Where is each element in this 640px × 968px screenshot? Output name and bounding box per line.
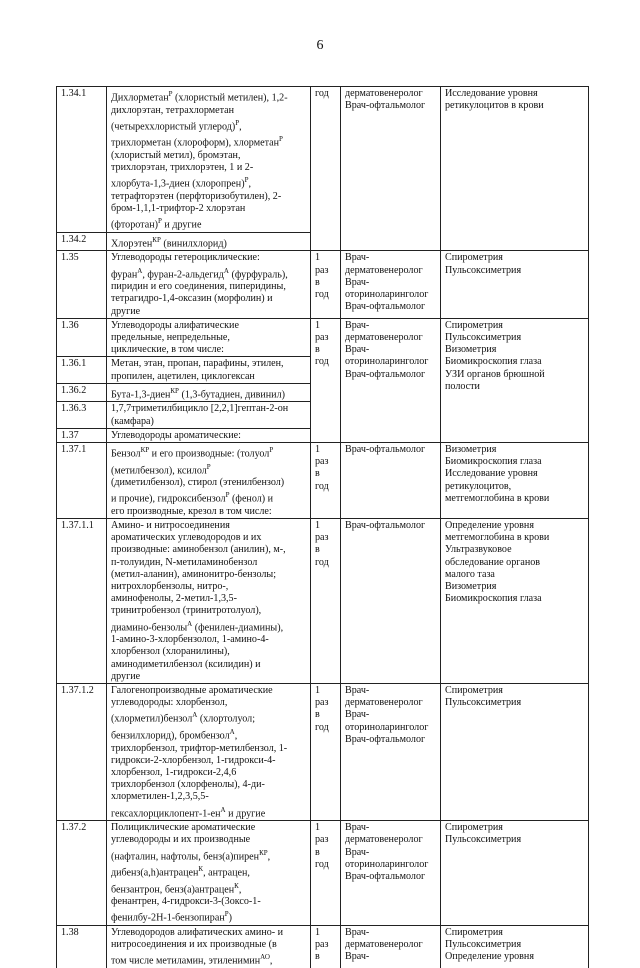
row-frequency — [311, 87, 341, 251]
row-name — [107, 357, 311, 383]
cell-line: дерматовенеролог — [345, 88, 423, 99]
row-code — [57, 684, 107, 821]
cell-line: хлорбута-1,3-диен (хлоропрен)$^Р$, — [111, 176, 251, 190]
cell-line: в — [315, 468, 320, 480]
cell-line: дихлорэтан, тетрахлорметан — [111, 104, 235, 116]
row-name — [107, 251, 311, 318]
cell-line: Визометрия — [445, 344, 497, 356]
cell-line: 1 — [315, 520, 321, 532]
cell-line: Углеводороды алифатические — [111, 319, 239, 331]
cell-line: Полициклические ароматические — [111, 822, 256, 834]
cell-line: углеводороды и их производные — [111, 834, 251, 846]
cell-line: аминодиметилбензол (ксилидин) и — [111, 658, 261, 670]
cell-line: углеводороды: хлорбензол, — [111, 697, 228, 709]
cell-line: Врач- — [345, 319, 370, 331]
cell-line: хлорбензол (хлоранилины), — [111, 646, 230, 658]
row-doctors — [341, 318, 441, 442]
cell-line: Врач-офтальмолог — [345, 368, 426, 380]
row-doctors — [341, 519, 441, 684]
cell-line: раз — [315, 834, 329, 846]
cell-line: Пульсоксиметрия — [445, 834, 522, 846]
row-code — [57, 926, 107, 968]
cell-line: год — [315, 480, 329, 492]
cell-line: 1.36 — [61, 319, 79, 331]
cell-line: другие — [111, 305, 141, 317]
cell-line: в — [315, 951, 320, 963]
cell-line: (хлористый метил), бромэтан, — [111, 149, 241, 161]
cell-line: другие — [111, 670, 141, 682]
cell-line: (метил-аланин), аминонитро-бензолы; — [111, 568, 276, 580]
cell-line: дерматовенеролог — [345, 331, 423, 343]
cell-line: год — [315, 289, 329, 300]
table-row — [57, 926, 589, 968]
row-doctors — [341, 251, 441, 318]
cell-line: 1.35 — [61, 252, 79, 264]
row-name — [107, 821, 311, 926]
cell-line: 1 — [315, 685, 321, 697]
cell-line: Врач-офтальмолог — [345, 443, 426, 455]
cell-line: бензантрон, бенз(а)антрацен$^К$, — [111, 881, 242, 896]
cell-line: Амино- и нитросоединения — [111, 520, 230, 532]
cell-line: Биомикроскопия глаза — [445, 456, 542, 468]
cell-line: циклические, в том числе: — [111, 344, 224, 356]
cell-line: Врач-офтальмолог — [345, 870, 426, 882]
cell-line: хлорбензол, 1-гидрокси-2,4,6 — [111, 766, 237, 778]
cell-line: 1.34.2 — [61, 233, 87, 245]
cell-line: Врач- — [345, 344, 370, 356]
cell-line: фенилбу-2Н-1-бензопиран$^Р$) — [111, 910, 232, 924]
cell-line: Исследование уровня — [445, 468, 538, 480]
cell-line: 1.36.3 — [61, 403, 87, 415]
cell-line: 1-амино-3-хлорбензолол, 1-амино-4- — [111, 634, 269, 646]
cell-line: метгемоглобина в крови — [445, 492, 550, 504]
cell-line: в — [315, 276, 320, 288]
cell-line: фенантрен, 4-гидрокси-3-(3оксо-1- — [111, 896, 261, 908]
cell-line: Врач- — [345, 709, 370, 721]
row-name — [107, 383, 311, 402]
row-exams — [441, 684, 589, 821]
cell-line: год — [315, 556, 329, 568]
row-frequency — [311, 519, 341, 684]
cell-line: 1 — [315, 927, 321, 939]
cell-line: пропилен, ацетилен, циклогексан — [111, 370, 255, 382]
cell-line: год — [315, 721, 329, 733]
cell-line: трихлорбензол, трифтор-метилбензол, 1- — [111, 742, 288, 754]
cell-line: 1 — [315, 443, 321, 455]
row-name — [107, 428, 311, 442]
cell-line: Врач- — [345, 951, 370, 963]
cell-line: раз — [315, 939, 329, 951]
cell-line: в — [315, 544, 320, 556]
cell-line: дерматовенеролог — [345, 834, 423, 846]
row-code — [57, 402, 107, 428]
cell-line: нитросоединения и их производные (в — [111, 939, 277, 951]
row-name — [107, 926, 311, 968]
cell-line: (четыреххлористый углерод)$^Р$, — [111, 118, 242, 133]
row-exams — [441, 318, 589, 442]
cell-line: трихлорэтан, трихлорэтен, 1 и 2- — [111, 162, 254, 174]
cell-line: Визометрия — [445, 443, 497, 455]
cell-line: (хлорметил)бензол$^А$ (хлортолуол; — [111, 711, 256, 725]
cell-line: Врач- — [345, 822, 370, 834]
cell-line: Врач- — [345, 685, 370, 697]
cell-line: Бензол$^{КР}$ и его производные: (толуол$^Р$ — [111, 445, 274, 460]
cell-line: в — [315, 846, 320, 858]
cell-line: Углеводородов алифатических амино- и — [111, 927, 284, 939]
cell-line: Определение уровня — [445, 520, 534, 532]
cell-line: дерматовенеролог — [345, 939, 423, 951]
cell-line: Врач- — [345, 927, 370, 939]
cell-line: ретикулоцитов в крови — [445, 100, 544, 112]
cell-line: 1.38 — [61, 927, 79, 939]
cell-line: оториноларинголог — [345, 721, 429, 733]
cell-line: 1.34.1 — [61, 88, 87, 99]
cell-line: Спирометрия — [445, 927, 503, 939]
cell-line: Исследование уровня — [445, 88, 538, 99]
cell-line: диамино-бензолы$^А$ (фенилен-диамины), — [111, 619, 284, 634]
cell-line: хлорметилен-1,2,3,5,5- — [111, 791, 209, 803]
cell-line: Спирометрия — [445, 252, 503, 264]
cell-line: пиридин и его соединения, пиперидины, — [111, 281, 286, 293]
row-doctors — [341, 87, 441, 251]
row-frequency — [311, 251, 341, 318]
cell-line: Врач- — [345, 846, 370, 858]
cell-line: год — [315, 356, 329, 368]
cell-line: предельные, непредельные, — [111, 331, 230, 343]
cell-line: Врач-офтальмолог — [345, 733, 426, 745]
row-name — [107, 232, 311, 251]
cell-line: Визометрия — [445, 581, 497, 593]
table-row — [57, 519, 589, 684]
cell-line: 1.36.2 — [61, 384, 87, 396]
cell-line: Спирометрия — [445, 822, 503, 834]
cell-line: 1.37.2 — [61, 822, 87, 834]
row-code — [57, 383, 107, 402]
cell-line: раз — [315, 264, 329, 276]
table-row — [57, 684, 589, 821]
row-code — [57, 428, 107, 442]
row-exams — [441, 821, 589, 926]
cell-line: 1 — [315, 252, 321, 264]
cell-line: аминофенолы, 2-метил-1,3,5- — [111, 593, 237, 605]
cell-line: дерматовенеролог — [345, 264, 423, 276]
cell-line: тетрафторэтен (перфторизобутилен), 2- — [111, 190, 282, 202]
cell-line: гексахлорциклопент-$1-ен^А$ и другие — [111, 805, 266, 819]
cell-line: Дихлорметан$^Р$ (хлористый метилен), 1,2- — [111, 90, 288, 104]
cell-line: ретикулоцитов, — [445, 480, 512, 492]
cell-line: бром-1,1,1-трифтор-2 хлорэтан — [111, 203, 246, 215]
row-doctors — [341, 684, 441, 821]
row-name — [107, 87, 311, 233]
cell-line: УЗИ органов брюшной — [445, 368, 545, 380]
row-code — [57, 519, 107, 684]
cell-line: 1.37 — [61, 429, 79, 441]
cell-line: п-толуидин, N-метиламинобензол — [111, 556, 258, 568]
row-exams — [441, 926, 589, 968]
cell-line: и прочие), гидроксибензол$^Р$ (фенол) и — [111, 491, 274, 505]
row-code — [57, 821, 107, 926]
cell-line: 1.37.1.1 — [61, 520, 94, 532]
cell-line: его производные, крезол в том числе: — [111, 505, 272, 517]
table-row — [57, 821, 589, 926]
cell-line: нитрохлорбензолы, нитро-, — [111, 581, 229, 593]
row-frequency — [311, 442, 341, 518]
cell-line: Пульсоксиметрия — [445, 264, 522, 276]
cell-line: в — [315, 344, 320, 356]
cell-line: Биомикроскопия глаза — [445, 593, 542, 605]
cell-line: том числе метиламин, этиленимин$^{АО}$, — [111, 953, 273, 967]
cell-line: Врач-офтальмолог — [345, 520, 426, 532]
cell-line: Спирометрия — [445, 685, 503, 697]
cell-line: полости — [445, 380, 480, 392]
cell-line: Врач- — [345, 276, 370, 288]
cell-line: Метан, этан, пропан, парафины, этилен, — [111, 358, 284, 370]
cell-line: Врач-офтальмолог — [345, 100, 426, 112]
cell-line: 1 — [315, 319, 321, 331]
cell-line: (камфара) — [111, 415, 154, 427]
cell-line: трихлорметан (хлороформ), хлорметан$^Р$ — [111, 135, 283, 149]
cell-line: 1,7,7триметилбицикло [2,2,1]гептан-2-он — [111, 403, 289, 415]
row-code — [57, 87, 107, 233]
row-exams — [441, 87, 589, 251]
cell-line: дибенз(а,h)антрацен$^К$, антрацен, — [111, 865, 250, 879]
cell-line: Пульсоксиметрия — [445, 331, 522, 343]
cell-line: (метилбензол), ксилол$^Р$ — [111, 462, 211, 476]
row-name — [107, 318, 311, 357]
row-code — [57, 442, 107, 518]
cell-line: Биомикроскопия глаза — [445, 356, 542, 368]
cell-line: производные: аминобензол (анилин), м-, — [111, 544, 286, 556]
row-name — [107, 519, 311, 684]
cell-line: ароматических углеводородов и их — [111, 532, 262, 544]
cell-line: 1.37.1 — [61, 443, 87, 455]
cell-line: малого таза — [445, 568, 495, 580]
cell-line: Бута-1,3-диен$^{КР}$ (1,3-бутадиен, дивинил) — [111, 386, 285, 401]
row-code — [57, 232, 107, 251]
cell-line: Ультразвуковое — [445, 544, 512, 556]
cell-line: год — [315, 858, 329, 870]
row-frequency — [311, 821, 341, 926]
row-doctors — [341, 442, 441, 518]
cell-line: тринитробензол (тринитротолуол), — [111, 605, 262, 617]
row-frequency — [311, 684, 341, 821]
cell-line: раз — [315, 697, 329, 709]
row-exams — [441, 519, 589, 684]
cell-line: трихлорбензол (хлорфенолы), 4-ди- — [111, 779, 265, 791]
cell-line: бензилхлорид), бромбензол$^А$, — [111, 728, 238, 742]
cell-line: раз — [315, 456, 329, 468]
cell-line: (фторотан)$^Р$ и другие — [111, 217, 202, 231]
cell-line: Врач- — [345, 252, 370, 264]
cell-line: 1 — [315, 822, 321, 834]
cell-line: (диметилбензол), стирол (этенилбензол) — [111, 477, 285, 489]
cell-line: дерматовенеролог — [345, 697, 423, 709]
cell-line: фуран$^А$, фуран-2-альдегид$^А$ (фурфураль), — [111, 266, 288, 280]
row-exams — [441, 251, 589, 318]
cell-line: оториноларинголог — [345, 858, 429, 870]
cell-line: Врач-офтальмолог — [345, 301, 426, 313]
row-frequency — [311, 318, 341, 442]
cell-line: раз — [315, 331, 329, 343]
cell-line: тетрагидро-1,4-оксазин (морфолин) и — [111, 293, 273, 305]
row-name — [107, 442, 311, 518]
table-row — [57, 251, 589, 318]
row-frequency — [311, 926, 341, 968]
cell-line: оториноларинголог — [345, 289, 429, 300]
row-exams — [441, 442, 589, 518]
cell-line: Галогенопроизводные ароматические — [111, 685, 273, 697]
cell-line: раз — [315, 532, 329, 544]
cell-line: год — [315, 88, 329, 99]
cell-line: Пульсоксиметрия — [445, 697, 522, 709]
cell-line: Углеводороды ароматические: — [111, 429, 241, 441]
table-row — [57, 318, 589, 357]
cell-line: оториноларинголог — [345, 356, 429, 368]
cell-line: Спирометрия — [445, 319, 503, 331]
row-doctors — [341, 926, 441, 968]
row-code — [57, 357, 107, 383]
cell-line: Пульсоксиметрия — [445, 939, 522, 951]
table-row — [57, 87, 589, 233]
cell-line: в — [315, 709, 320, 721]
cell-line: метгемоглобина в крови — [445, 532, 550, 544]
cell-line: гидрокси-2-хлорбензол, 1-гидрокси-4- — [111, 754, 276, 766]
cell-line: 1.36.1 — [61, 358, 87, 370]
page-number: 6 — [316, 38, 324, 53]
row-code — [57, 251, 107, 318]
row-code — [57, 318, 107, 357]
row-name — [107, 684, 311, 821]
cell-line: 1.37.1.2 — [61, 685, 94, 697]
cell-line: (нафталин, нафтолы, бенз(а)пирен$^{КР}$, — [111, 848, 271, 862]
cell-line: обследование органов — [445, 556, 541, 568]
cell-line: Углеводороды гетероциклические: — [111, 252, 260, 264]
row-name — [107, 402, 311, 428]
cell-line: Определение уровня — [445, 951, 534, 963]
cell-line: Хлорэтен$^{КР}$ (винилхлорид) — [111, 235, 227, 250]
hazard-table — [56, 86, 589, 968]
table-row — [57, 442, 589, 518]
row-doctors — [341, 821, 441, 926]
